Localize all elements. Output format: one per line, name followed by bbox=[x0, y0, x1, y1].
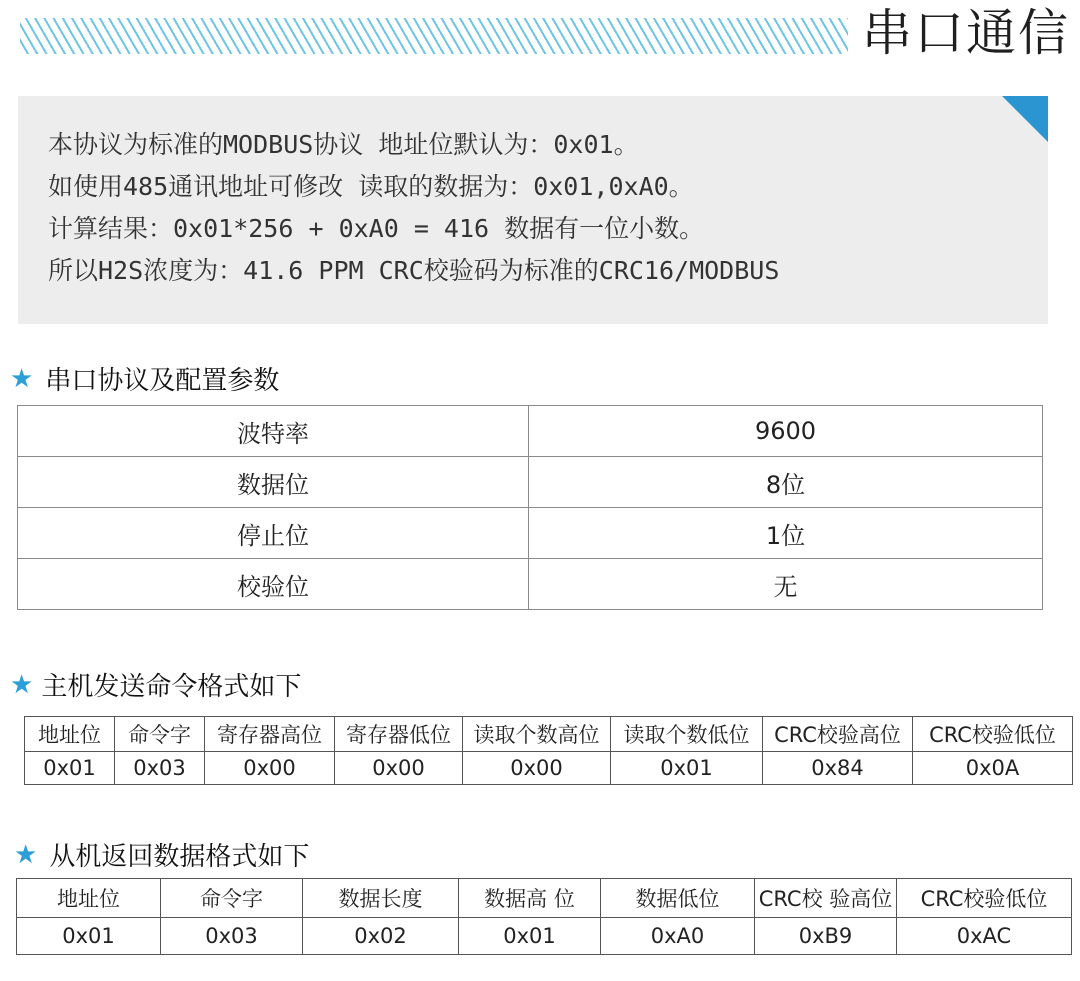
column-header: 数据低位 bbox=[601, 879, 755, 918]
column-header: 读取个数低位 bbox=[611, 717, 763, 752]
column-header: 数据长度 bbox=[303, 879, 459, 918]
protocol-note-box bbox=[18, 96, 1048, 324]
config-value: 无 bbox=[529, 559, 1043, 610]
config-value: 1位 bbox=[529, 508, 1043, 559]
column-header: 寄存器低位 bbox=[335, 717, 463, 752]
table-cell: 0x01 bbox=[17, 918, 161, 955]
table-row bbox=[18, 457, 1043, 508]
table-cell: 0x03 bbox=[115, 752, 205, 785]
table-cell: 0xB9 bbox=[755, 918, 897, 955]
response-format-table bbox=[16, 878, 1072, 955]
table-row bbox=[18, 559, 1043, 610]
table-row bbox=[17, 918, 1072, 955]
column-header: 地址位 bbox=[25, 717, 115, 752]
table-cell: 0x01 bbox=[459, 918, 601, 955]
column-header: 命令字 bbox=[115, 717, 205, 752]
config-table bbox=[17, 405, 1043, 610]
table-cell: 0x00 bbox=[205, 752, 335, 785]
column-header: 命令字 bbox=[161, 879, 303, 918]
table-row bbox=[18, 508, 1043, 559]
column-header: 数据高 位 bbox=[459, 879, 601, 918]
section-heading-command bbox=[10, 666, 301, 703]
star-icon: ★ bbox=[14, 839, 38, 870]
section-heading-label: 主机发送命令格式如下 bbox=[41, 672, 302, 702]
corner-triangle-decoration bbox=[1002, 96, 1048, 142]
table-cell: 0x84 bbox=[763, 752, 913, 785]
config-value: 9600 bbox=[529, 406, 1043, 457]
config-label: 波特率 bbox=[18, 406, 529, 457]
table-cell: 0x02 bbox=[303, 918, 459, 955]
note-line: 本协议为标准的MODBUS协议 地址位默认为：0x01。 bbox=[48, 130, 639, 159]
table-cell: 0x01 bbox=[611, 752, 763, 785]
column-header: 地址位 bbox=[17, 879, 161, 918]
note-line: 所以H2S浓度为：41.6 PPM CRC校验码为标准的CRC16/MODBUS bbox=[48, 256, 780, 285]
page-title: 串口通信 bbox=[862, 4, 1070, 62]
table-cell: 0x00 bbox=[463, 752, 611, 785]
command-format-table bbox=[24, 716, 1073, 785]
section-heading-label: 串口协议及配置参数 bbox=[45, 366, 280, 396]
table-row bbox=[25, 752, 1073, 785]
note-line: 如使用485通讯地址可修改 读取的数据为：0x01,0xA0。 bbox=[48, 172, 694, 201]
column-header: CRC校验高位 bbox=[763, 717, 913, 752]
section-heading-response bbox=[14, 836, 309, 873]
column-header: 寄存器高位 bbox=[205, 717, 335, 752]
column-header: CRC校验低位 bbox=[897, 879, 1072, 918]
config-label: 数据位 bbox=[18, 457, 529, 508]
column-header: CRC校验低位 bbox=[913, 717, 1073, 752]
header-hatch-decoration bbox=[20, 18, 848, 54]
config-label: 停止位 bbox=[18, 508, 529, 559]
table-header-row bbox=[25, 717, 1073, 752]
column-header: CRC校 验高位 bbox=[755, 879, 897, 918]
table-cell: 0x0A bbox=[913, 752, 1073, 785]
table-cell: 0x01 bbox=[25, 752, 115, 785]
section-heading-config bbox=[10, 360, 279, 397]
section-heading-label: 从机返回数据格式如下 bbox=[49, 842, 310, 872]
table-cell: 0x00 bbox=[335, 752, 463, 785]
note-line: 计算结果：0x01*256 + 0xA0 = 416 数据有一位小数。 bbox=[48, 214, 705, 243]
column-header: 读取个数高位 bbox=[463, 717, 611, 752]
config-value: 8位 bbox=[529, 457, 1043, 508]
table-cell: 0xAC bbox=[897, 918, 1072, 955]
star-icon: ★ bbox=[10, 363, 34, 394]
config-label: 校验位 bbox=[18, 559, 529, 610]
table-cell: 0x03 bbox=[161, 918, 303, 955]
table-cell: 0xA0 bbox=[601, 918, 755, 955]
table-row bbox=[18, 406, 1043, 457]
table-header-row bbox=[17, 879, 1072, 918]
star-icon: ★ bbox=[10, 669, 34, 700]
